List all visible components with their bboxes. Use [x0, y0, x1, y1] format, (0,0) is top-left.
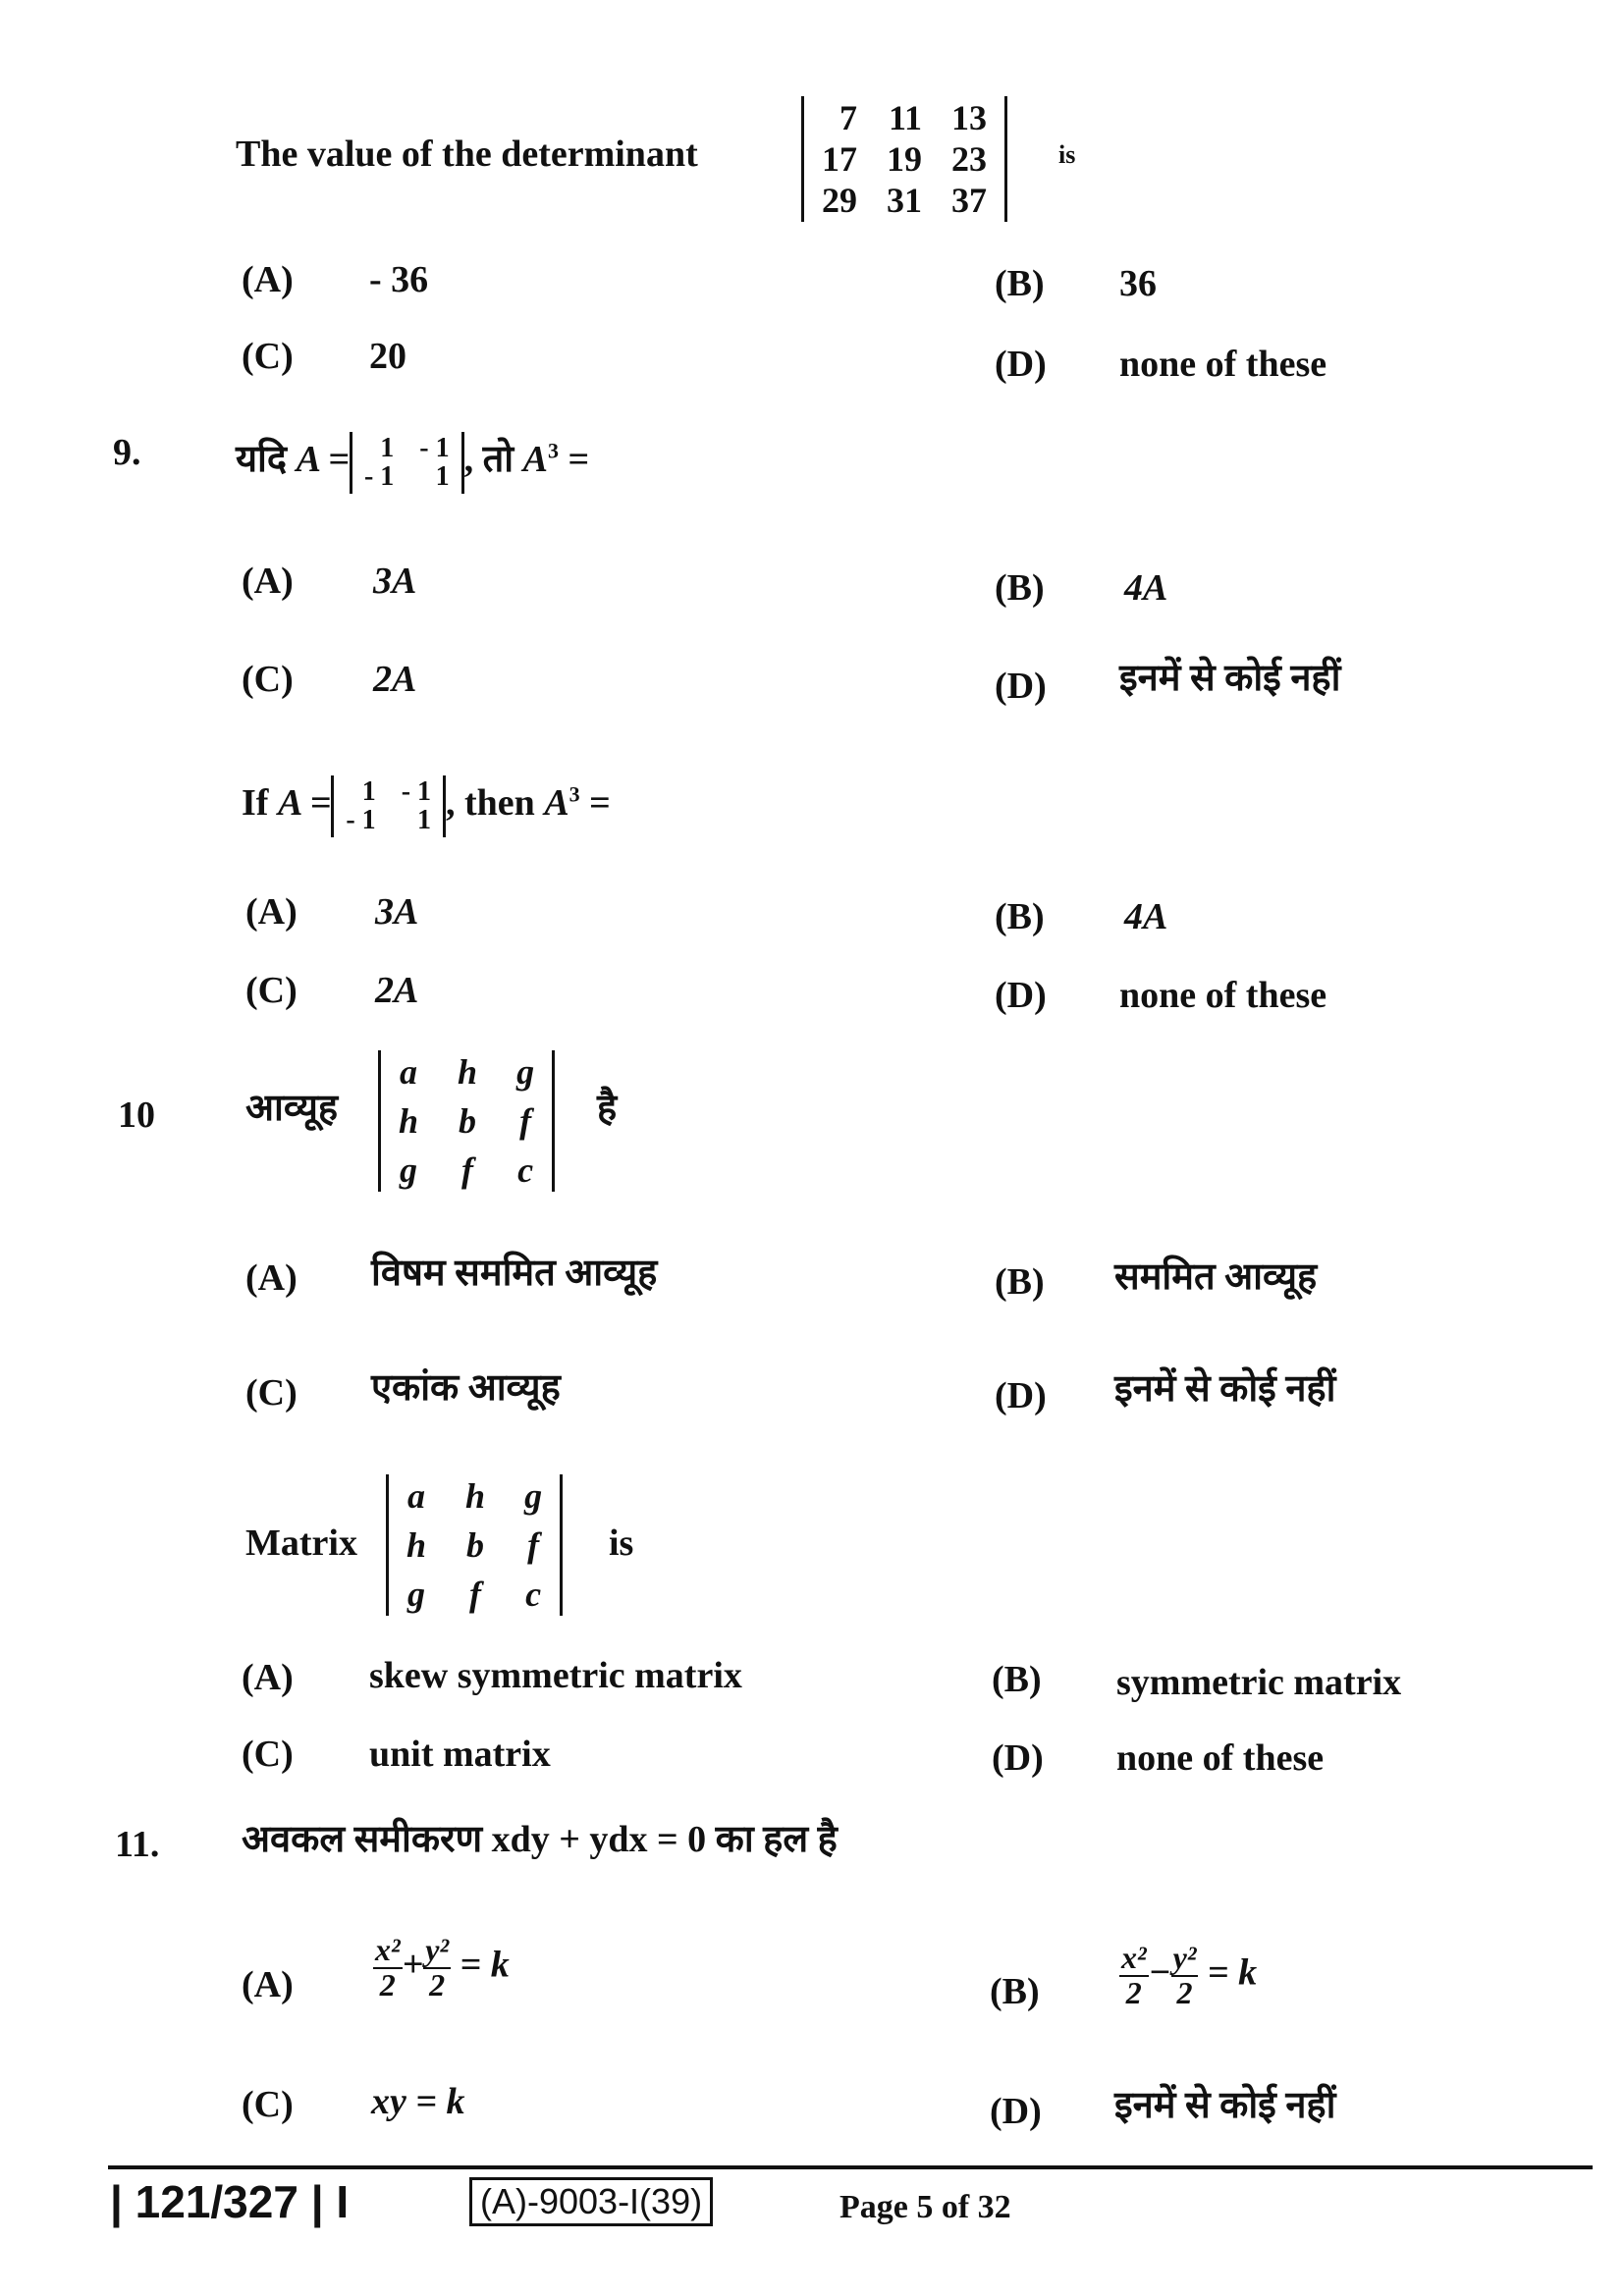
- m-cell: b: [466, 1525, 485, 1565]
- option-label: (A): [245, 891, 298, 933]
- m-cell: g: [524, 1476, 543, 1516]
- option-text: skew symmetric matrix: [369, 1655, 742, 1696]
- det-cell: 29: [822, 181, 857, 220]
- q-text: , then: [446, 782, 535, 825]
- footer-page: Page 5 of 32: [839, 2189, 1011, 2225]
- option-text: एकांक आव्यूह: [371, 1367, 561, 1409]
- det-cell: 37: [951, 181, 987, 220]
- option-text: xy = k: [371, 2081, 465, 2122]
- q10-matrix: [378, 1050, 555, 1192]
- m-cell: h: [458, 1052, 478, 1092]
- q11-question: अवकल समीकरण xdy + ydx = 0 का हल है: [242, 1819, 838, 1860]
- q-eq: =: [568, 439, 590, 481]
- denominator: 2: [1176, 1974, 1193, 2010]
- q-var: A: [544, 782, 569, 825]
- fraction: [423, 1934, 451, 2002]
- det-cell: 23: [951, 139, 987, 179]
- matrix-2x2: [350, 432, 464, 494]
- det-cell: 17: [822, 139, 857, 179]
- m-cell: c: [525, 1575, 542, 1614]
- det-cell: 11: [888, 98, 922, 137]
- option-text: 20: [369, 336, 406, 377]
- option-text: [1119, 1942, 1257, 2009]
- q-text: If: [242, 782, 269, 825]
- option-label: (D): [995, 666, 1047, 707]
- option-text: [373, 1934, 510, 2002]
- matrix-2x2: [331, 775, 446, 837]
- det-cell: 19: [887, 139, 922, 179]
- m-cell: - 1: [346, 805, 376, 836]
- q10-english-prefix: Matrix: [245, 1522, 357, 1564]
- q10-matrix-english: [386, 1474, 563, 1616]
- q9-number: 9.: [113, 432, 141, 473]
- footer-divider: [108, 2165, 1593, 2169]
- m-cell: c: [517, 1150, 534, 1190]
- denominator: 2: [1125, 1974, 1142, 2010]
- option-text: none of these: [1119, 344, 1327, 385]
- numerator: y²: [425, 1932, 450, 1967]
- numerator: x²: [1121, 1940, 1147, 1975]
- option-label: (C): [245, 1372, 298, 1414]
- option-label: (D): [995, 1375, 1047, 1416]
- det-cell: 7: [839, 98, 857, 137]
- denominator: 2: [429, 1966, 446, 2002]
- option-text: 3A: [375, 891, 419, 933]
- m-cell: - 1: [419, 433, 450, 463]
- option-text: विषम सममित आव्यूह: [371, 1253, 658, 1294]
- m-cell: f: [469, 1575, 482, 1614]
- option-text: none of these: [1119, 975, 1327, 1016]
- m-cell: 1: [361, 776, 376, 807]
- option-label: (C): [242, 659, 294, 700]
- q-var: A: [522, 439, 548, 481]
- option-text: इनमें से कोई नहीं: [1119, 658, 1341, 699]
- q8-suffix: is: [1058, 140, 1076, 169]
- option-text: 36: [1119, 263, 1157, 304]
- option-label: (C): [245, 970, 298, 1011]
- numerator: x²: [375, 1932, 401, 1967]
- option-label: (A): [242, 561, 294, 602]
- det-cell: 13: [951, 98, 987, 137]
- m-cell: g: [400, 1150, 418, 1190]
- option-label: (B): [995, 896, 1045, 937]
- option-text: 4A: [1124, 567, 1168, 609]
- option-label: (D): [990, 2091, 1042, 2132]
- option-label: (B): [995, 1261, 1045, 1303]
- footer-code: | 121/327 | I: [110, 2176, 350, 2227]
- option-text: - 36: [369, 259, 429, 300]
- fraction: [1119, 1942, 1149, 2009]
- option-text: 3A: [373, 561, 417, 602]
- option-label: (A): [242, 259, 294, 300]
- q-var: A =: [277, 782, 332, 825]
- q-text: यदि: [236, 439, 288, 481]
- option-label: (B): [992, 1659, 1042, 1700]
- fraction: [373, 1934, 403, 2002]
- rhs: = k: [1207, 1951, 1258, 1994]
- q10-hindi-suffix: है: [597, 1088, 618, 1129]
- m-cell: b: [459, 1101, 477, 1141]
- q11-number: 11.: [115, 1824, 160, 1865]
- denominator: 2: [379, 1966, 396, 2002]
- operator: +: [402, 1944, 424, 1986]
- rhs: = k: [460, 1944, 510, 1986]
- option-label: (A): [242, 1964, 294, 2005]
- footer-booklet: (A)-9003-I(39): [469, 2177, 713, 2226]
- option-label: (B): [990, 1971, 1040, 2012]
- option-label: (B): [995, 567, 1045, 609]
- m-cell: h: [406, 1525, 427, 1565]
- option-text: symmetric matrix: [1116, 1662, 1402, 1703]
- q-exp: 3: [568, 781, 580, 807]
- q-text: , तो: [463, 439, 514, 481]
- numerator: y²: [1172, 1940, 1197, 1975]
- m-cell: - 1: [363, 461, 395, 493]
- option-label: (D): [995, 975, 1047, 1016]
- q10-hindi-prefix: आव्यूह: [245, 1088, 339, 1129]
- option-text: इनमें से कोई नहीं: [1114, 1368, 1336, 1410]
- m-cell: g: [407, 1575, 426, 1614]
- option-text: unit matrix: [369, 1734, 551, 1775]
- det-cell: 31: [887, 181, 922, 220]
- q9-hindi-question: [236, 432, 589, 494]
- option-text: 2A: [375, 970, 419, 1011]
- operator: −: [1148, 1951, 1171, 1994]
- option-label: (B): [995, 263, 1045, 304]
- option-label: (D): [992, 1737, 1044, 1779]
- fraction: [1171, 1942, 1199, 2009]
- m-cell: a: [400, 1052, 418, 1092]
- q-var: A =: [296, 439, 350, 481]
- m-cell: - 1: [401, 776, 432, 807]
- q10-number: 10: [118, 1095, 155, 1136]
- m-cell: f: [519, 1101, 532, 1141]
- option-label: (C): [242, 1734, 294, 1775]
- m-cell: g: [516, 1052, 535, 1092]
- m-cell: f: [461, 1150, 474, 1190]
- m-cell: 1: [435, 461, 450, 493]
- q9-english-question: [242, 775, 611, 837]
- option-label: (D): [995, 344, 1047, 385]
- m-cell: a: [407, 1476, 426, 1516]
- q8-question: The value of the determinant: [236, 133, 698, 175]
- option-label: (A): [245, 1257, 298, 1299]
- option-label: (C): [242, 2084, 294, 2125]
- option-text: इनमें से कोई नहीं: [1114, 2085, 1336, 2126]
- m-cell: h: [465, 1476, 486, 1516]
- option-label: (A): [242, 1657, 294, 1698]
- m-cell: 1: [417, 805, 432, 836]
- option-text: सममित आव्यूह: [1114, 1256, 1318, 1298]
- q8-determinant: [801, 96, 1007, 222]
- q-eq: =: [589, 782, 611, 825]
- option-text: 2A: [373, 659, 417, 700]
- q-exp: 3: [548, 438, 559, 463]
- m-cell: 1: [380, 433, 395, 463]
- q10-english-suffix: is: [609, 1522, 634, 1564]
- m-cell: h: [399, 1101, 419, 1141]
- option-text: 4A: [1124, 896, 1168, 937]
- m-cell: f: [527, 1525, 540, 1565]
- option-text: none of these: [1116, 1737, 1325, 1779]
- option-label: (C): [242, 336, 294, 377]
